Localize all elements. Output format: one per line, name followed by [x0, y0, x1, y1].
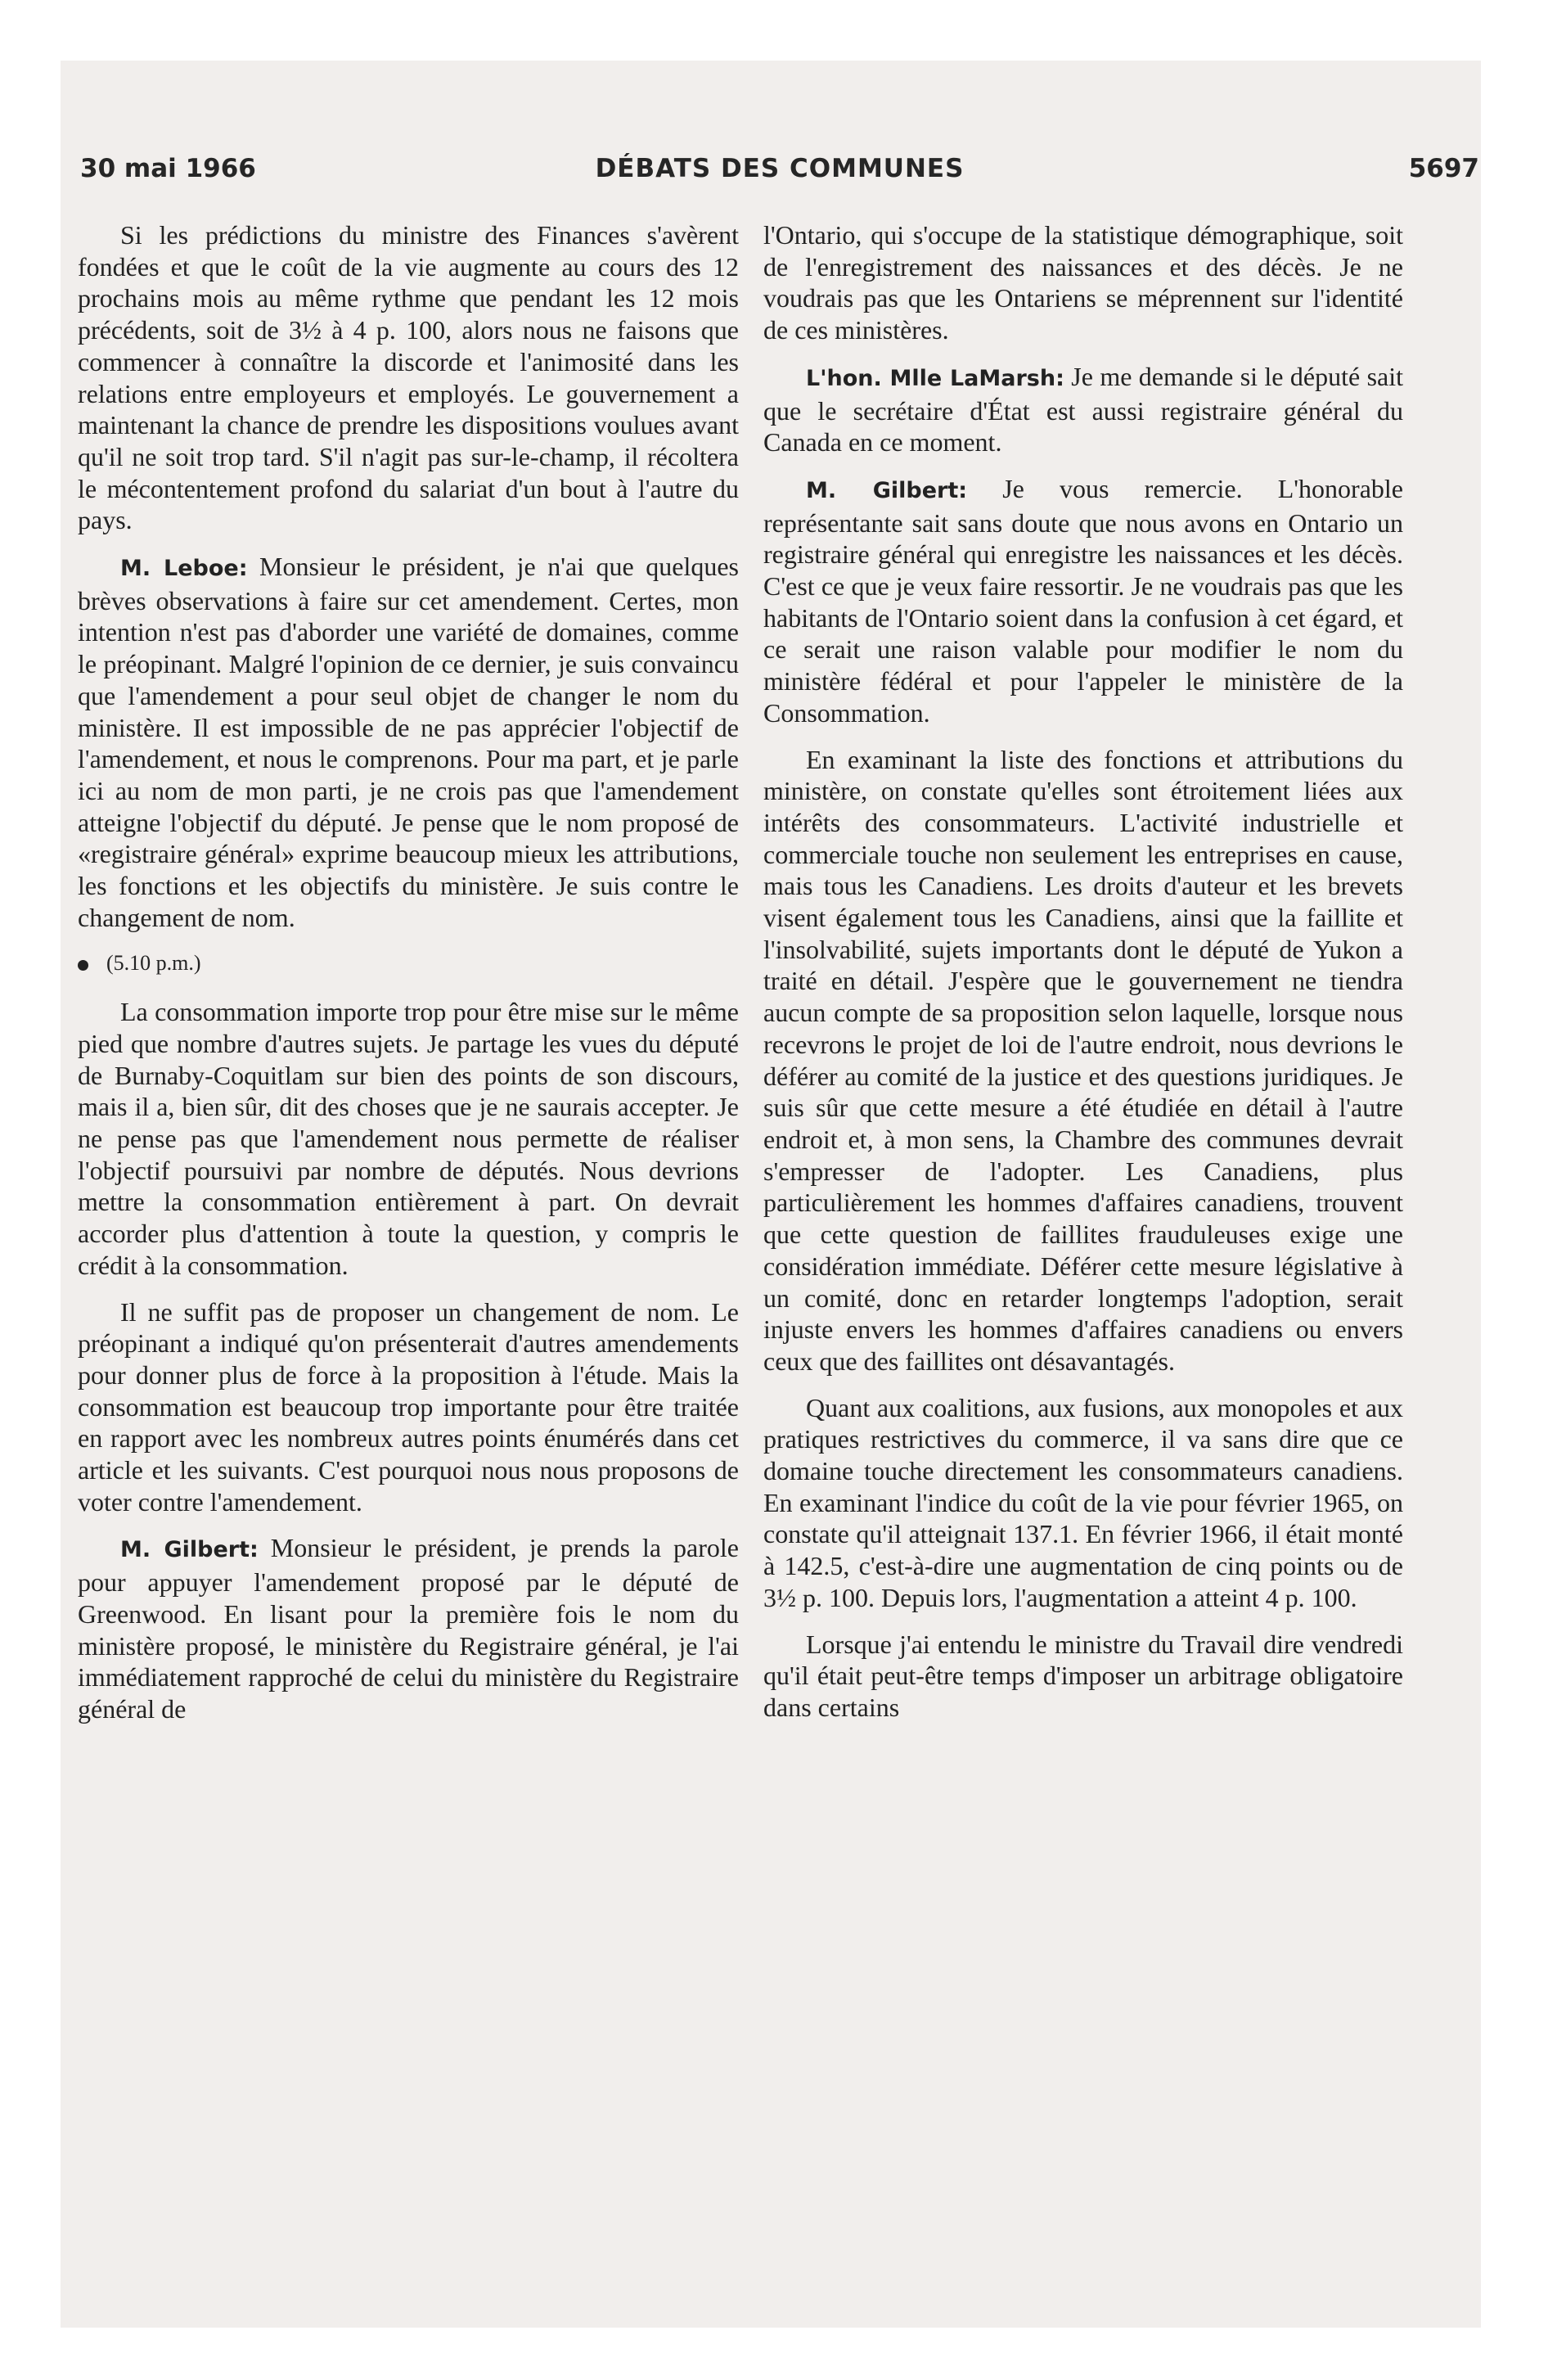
- page-header: [80, 154, 1479, 190]
- time-marker: [78, 948, 739, 980]
- header-title: DÉBATS DES COMMUNES: [595, 154, 965, 183]
- paragraph: [763, 361, 1403, 458]
- page-number: 5697: [1408, 154, 1479, 183]
- speaker-name: M. Gilbert:: [806, 477, 968, 503]
- header-date: 30 mai 1966: [80, 154, 256, 183]
- paragraph: En examinant la liste des fonctions et attributions du ministère, on constate qu'elles sont étroitement liées aux intérêts des consommateurs. L'activité industrielle et commerciale touche non seulement les entreprises en cause, mais tous les Canadiens. Les droits d'auteur et les brevets visent également tous les Canadiens, ainsi que la faillite et l'insolvabilité, sujets importants dont le député de Yukon a traité en détail. J'espère que le gouvernement ne tiendra aucun compte de sa proposition selon laquelle, lorsque nous recevrons le projet de loi de l'autre endroit, nous devrions le déférer au comité de la justice et des questions juridiques. Je suis sûr que cette mesure a été étudiée en détail à l'autre endroit et, à mon sens, la Chambre des communes devrait s'empresser de l'adopter. Les Canadiens, plus particulièrement les hommes d'affaires canadiens, trouvent que cette question de faillites frauduleuses exige une considération immédiate. Déférer cette mesure législative à un comité, donc en retarder longtemps l'adoption, serait injuste envers les hommes d'affaires canadiens ou envers ceux que des faillites ont désavantagés.: [763, 744, 1403, 1376]
- paragraph: [763, 473, 1403, 729]
- bullet-icon: [78, 960, 88, 971]
- paragraph: Quant aux coalitions, aux fusions, aux monopoles et aux pratiques restrictives du commerce, il va sans dire que ce domaine touche directement les consommateurs canadiens. En examinant l'indice du coût de la vie pour février 1965, on constate qu'il atteignait 137.1. En février 1966, il était monté à 142.5, c'est-à-dire une augmentation de cinq points ou de 3½ p. 100. Depuis lors, l'augmentation a atteint 4 p. 100.: [763, 1392, 1403, 1612]
- speaker-name: M. Leboe:: [120, 556, 248, 582]
- paragraph: l'Ontario, qui s'occupe de la statistique démographique, soit de l'enregistrement des naissances et des décès. Je ne voudrais pas que les Ontariens se méprennent sur l'identité de ces ministères.: [763, 220, 1403, 345]
- speech-text: Monsieur le président, je prends la parole pour appuyer l'amendement proposé par le député de Greenwood. En lisant pour la première fois le nom du ministère proposé, le ministère du Registraire général, je l'ai immédiatement rapproché de celui du ministère du Registraire général de: [78, 1533, 740, 1724]
- time-text: (5.10 p.m.): [106, 951, 201, 976]
- speech-text: Je me demande si le député sait que le secrétaire d'État est aussi registraire général du Canada en ce moment.: [763, 361, 1404, 458]
- right-column: [763, 219, 1403, 1738]
- paragraph: [78, 1532, 739, 1724]
- speech-text: Je vous remercie. L'honorable représentante sait sans doute que nous avons en Ontario un registraire général qui enregistre les naissances et les décès. C'est ce que je veux faire ressortir. Je ne voudrais pas que les habitants de l'Ontario soient dans la confusion à cet égard, et ce serait une raison valable pour modifier le nom du ministère fédéral et pour l'appeler le ministère de la Consommation.: [763, 473, 1403, 728]
- speaker-name: M. Gilbert:: [120, 1537, 259, 1563]
- paragraph: Si les prédictions du ministre des Finances s'avèrent fondées et que le coût de la vie augmente au cours des 12 prochains mois au même rythme que pendant les 12 mois précédents, soit de 3½ à 4 p. 100, alors nous ne faisons que commencer à connaître la discorde et l'animosité dans les relations entre employeurs et employés. Le gouvernement a maintenant la chance de prendre les dispositions voulues avant qu'il ne soit trop tard. S'il n'agit pas sur-le-champ, il récoltera le mécontentement profond du salariat d'un bout à l'autre du pays.: [78, 220, 739, 535]
- speech-text: Monsieur le président, je n'ai que quelques brèves observations à faire sur cet amendement. Certes, mon intention n'est pas d'aborder une variété de domaines, comme le préopinant. Malgré l'opinion de ce dernier, je suis convaincu que l'amendement a pour seul objet de changer le nom du ministère. Il est impossible de ne pas apprécier l'objectif de l'amendement, et nous le comprenons. Pour ma part, et je parle ici au nom de mon parti, je ne crois pas que l'amendement atteigne l'objectif du député. Je pense que le nom proposé de «registraire général» exprime beaucoup mieux les attributions, les fonctions et les objectifs du ministère. Je suis contre le changement de nom.: [78, 552, 740, 932]
- paragraph: [78, 551, 739, 933]
- speaker-name: L'hon. Mlle LaMarsh:: [806, 365, 1064, 391]
- paragraph: Lorsque j'ai entendu le ministre du Travail dire vendredi qu'il était peut-être temps d'imposer un arbitrage obligatoire dans certains: [763, 1629, 1403, 1722]
- paragraph: La consommation importe trop pour être mise sur le même pied que nombre d'autres sujets. Je partage les vues du député de Burnaby-Coquitlam sur bien des points de son discours, mais il a, bien sûr, dit des choses que je ne saurais accepter. Je ne pense pas que l'amendement nous permette de réaliser l'objectif poursuivi par nombre de députés. Nous devrions mettre la consommation entièrement à part. On devrait accorder plus d'attention à toute la question, y compris le crédit à la consommation.: [78, 997, 739, 1280]
- paragraph: Il ne suffit pas de proposer un changement de nom. Le préopinant a indiqué qu'on présenterait d'autres amendements pour donner plus de force à la proposition à l'étude. Mais la consommation est beaucoup trop importante pour être traitée en rapport avec les nombreux autres points énumérés dans cet article et les suivants. C'est pourquoi nous nous proposons de voter contre l'amendement.: [78, 1296, 739, 1517]
- left-column: [78, 219, 739, 1740]
